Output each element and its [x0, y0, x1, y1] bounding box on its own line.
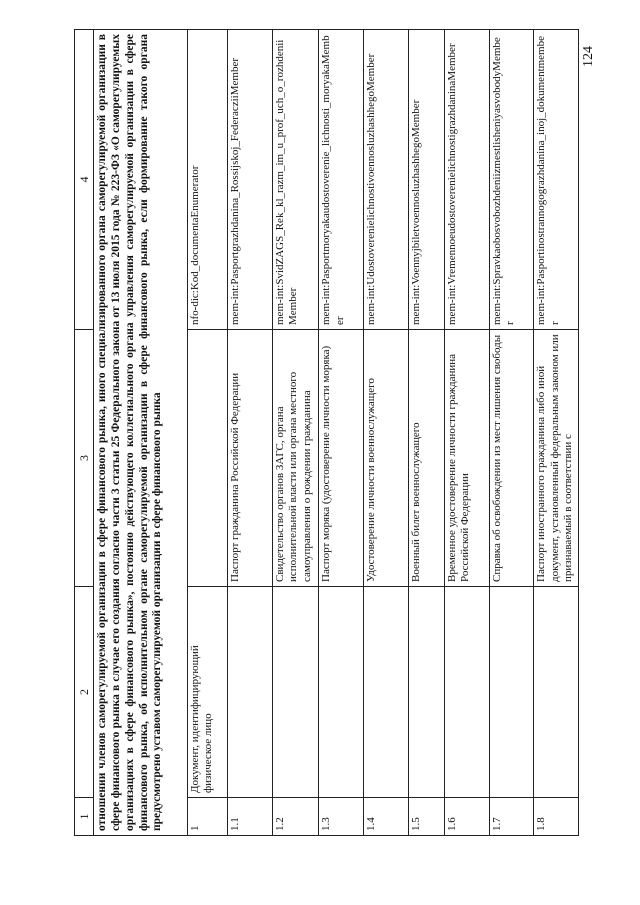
row-number: 1.3 [319, 798, 364, 836]
table-row [272, 30, 319, 836]
row-number: 1.8 [534, 798, 579, 836]
header-cell: 1 [75, 798, 94, 836]
document-table [74, 29, 579, 836]
row-description: Удостоверение личности военнослужащего [363, 330, 408, 587]
row-number: 1.5 [408, 798, 445, 836]
row-name [272, 587, 319, 798]
section-row [94, 30, 187, 836]
row-code: mem-int:Pasportinostrannogograzhdanina_inoj_dokumentmember [534, 30, 579, 330]
row-code: mem-int:Pasportmoryakaudostoverenie_lichnosti_moryakaMember [319, 30, 364, 330]
document-table-rotated [74, 30, 579, 836]
header-row [75, 30, 94, 836]
table-row [534, 30, 579, 836]
header-cell: 3 [75, 330, 94, 587]
section-text: отношении членов саморегулируемой организации в сфере финансового рынка, иного специализированного органа саморегулируемой организации в сфере финансового рынка в случае его создания согласно части 3 статьи 25 Федерального закона от 13 июля 2015 года № 223-ФЗ «О саморегулируемых организациях в сфере финансового рынка», постоянно действующего коллегиального органа управления саморегулируемой организации в сфере финансового рынка, об исполнительном органе саморегулируемой организации в сфере финансового рынка, если формирование такого органа предусмотрено уставом саморегулируемой организации в сфере финансового рынка [94, 30, 187, 836]
row-number: 1.1 [228, 798, 273, 836]
row-number: 1.2 [272, 798, 319, 836]
row-name [489, 587, 534, 798]
row-name [408, 587, 445, 798]
row-description: Временное удостоверение личности гражданина Российской Федерации [445, 330, 490, 587]
row-name [445, 587, 490, 798]
row-description [187, 330, 228, 587]
row-name [534, 587, 579, 798]
page-number: 124 [581, 46, 596, 67]
row-description: Справка об освобождении из мест лишения свободы [489, 330, 534, 587]
table-row [319, 30, 364, 836]
table-row [445, 30, 490, 836]
table-row [228, 30, 273, 836]
row-code: mem-int:VremennoeudostoverenielichnostigrazhdaninaMember [445, 30, 490, 330]
row-description: Паспорт гражданина Российской Федерации [228, 330, 273, 587]
row-number: 1.6 [445, 798, 490, 836]
row-name [363, 587, 408, 798]
row-name [228, 587, 273, 798]
row-name: Документ, идентифицирующий физическое лицо [187, 587, 228, 798]
row-code: nfo-dic:Kod_documentaEnumerator [187, 30, 228, 330]
header-cell: 2 [75, 587, 94, 798]
table-row [489, 30, 534, 836]
row-number: 1.4 [363, 798, 408, 836]
row-number: 1.7 [489, 798, 534, 836]
row-number: 1 [187, 798, 228, 836]
row-code: mem-int:Pasportgrazhdanina_Rossijskoj_FederacziiMember [228, 30, 273, 330]
table-row [187, 30, 228, 836]
row-description: Паспорт иностранного гражданина либо иной документ, установленный федеральным законом или признаваемый в соответствии с [534, 330, 579, 587]
row-code: mem-int:UdostoverenielichnostivoennosluzhashhegoMember [363, 30, 408, 330]
row-code: mem-int:SvidZAGS_Rek_kl_razm_im_u_prof_uch_o_rozhdeniiMember [272, 30, 319, 330]
row-description: Военный билет военнослужащего [408, 330, 445, 587]
table-row [408, 30, 445, 836]
row-description: Паспорт моряка (удостоверение личности моряка) [319, 330, 364, 587]
header-cell: 4 [75, 30, 94, 330]
row-name [319, 587, 364, 798]
row-code: mem-int:SpravkaobosvobozhdeniizmestlisheniyasvobodyMember [489, 30, 534, 330]
table-row [363, 30, 408, 836]
row-description: Свидетельство органов ЗАГС, органа исполнительной власти или органа местного самоуправления о рождении гражданина [272, 330, 319, 587]
row-code: mem-int:VoennyjbiletvoennosluzhashhegoMember [408, 30, 445, 330]
